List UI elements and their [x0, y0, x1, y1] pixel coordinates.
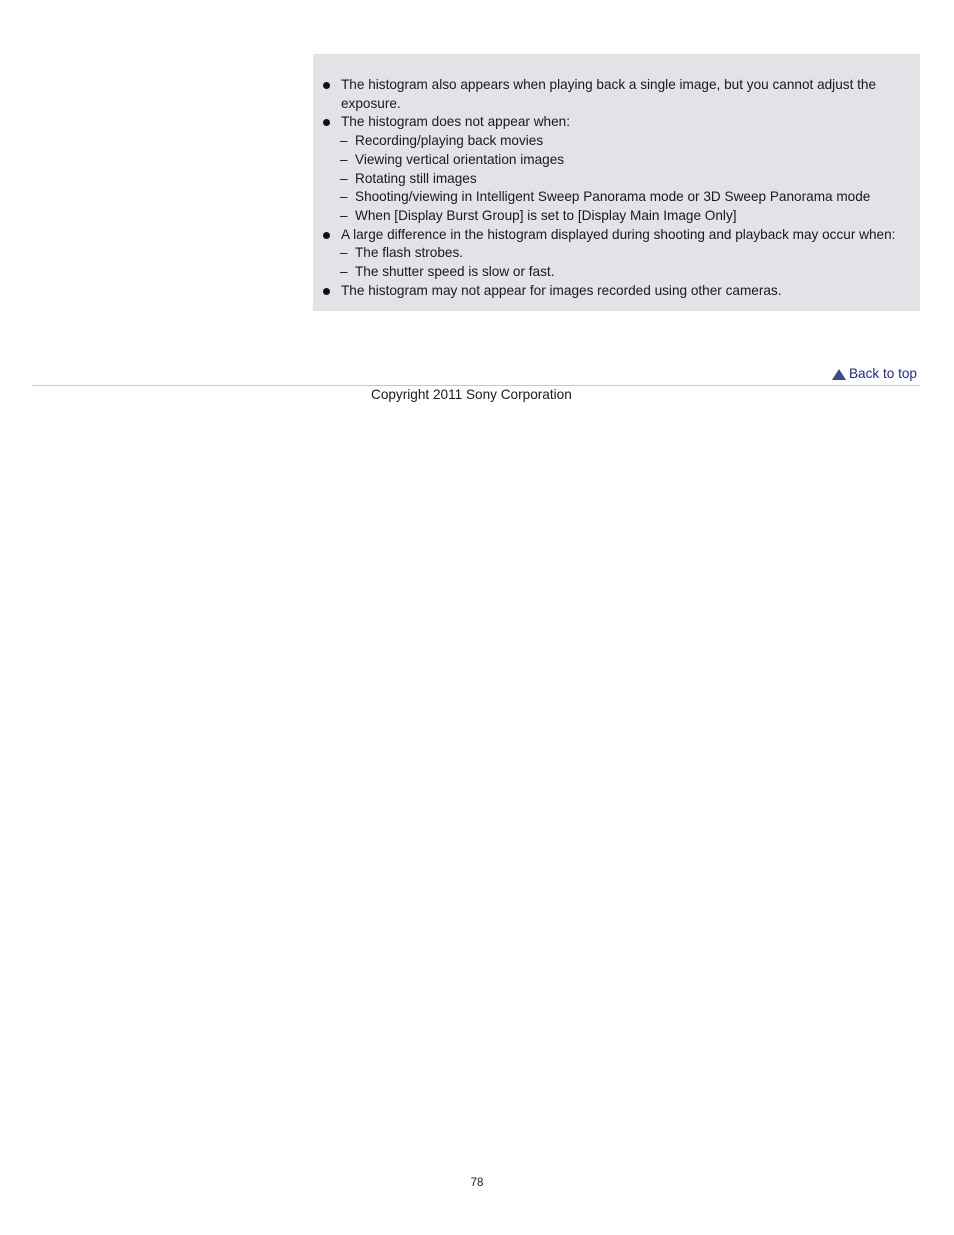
- up-arrow-icon: [832, 369, 846, 380]
- note-text: The histogram may not appear for images recorded using other cameras.: [341, 282, 782, 298]
- bullet-dot-icon: [323, 119, 330, 126]
- note-subitem: [313, 170, 920, 189]
- back-to-top-link[interactable]: [832, 366, 917, 381]
- dash-icon: –: [340, 189, 348, 205]
- note-subitem: [313, 244, 920, 263]
- subitem-text: The flash strobes.: [355, 245, 464, 261]
- note-bullet-2: [313, 113, 920, 132]
- bullet-dot-icon: [323, 288, 330, 295]
- note-subitem: [313, 132, 920, 151]
- back-to-top-label: Back to top: [848, 366, 917, 381]
- subitem-text: When [Display Burst Group] is set to [Display Main Image Only]: [355, 207, 737, 223]
- dash-icon: –: [340, 170, 348, 186]
- note-subitem: [313, 207, 920, 226]
- note-text: A large difference in the histogram displayed during shooting and playback may occur when:: [341, 226, 896, 242]
- subitem-text: Viewing vertical orientation images: [355, 151, 565, 167]
- bullet-dot-icon: [323, 232, 330, 239]
- dash-icon: –: [340, 133, 348, 149]
- subitem-text: Rotating still images: [355, 170, 477, 186]
- note-subitem: [313, 263, 920, 282]
- note-text: The histogram also appears when playing back a single image, but you cannot adjust the exposure.: [341, 77, 877, 111]
- subitem-text: Shooting/viewing in Intelligent Sweep Panorama mode or 3D Sweep Panorama mode: [355, 189, 871, 205]
- notes-box: [313, 54, 920, 311]
- bullet-dot-icon: [323, 82, 330, 89]
- note-bullet-3: [313, 226, 920, 245]
- page-number: 78: [470, 1177, 484, 1189]
- subitem-text: The shutter speed is slow or fast.: [355, 264, 555, 280]
- dash-icon: –: [340, 245, 348, 261]
- note-subitem: [313, 151, 920, 170]
- dash-icon: –: [340, 151, 348, 167]
- note-subitem: [313, 188, 920, 207]
- copyright-text: Copyright 2011 Sony Corporation: [371, 387, 572, 402]
- note-bullet-4: [313, 282, 920, 301]
- subitem-text: Recording/playing back movies: [355, 133, 544, 149]
- dash-icon: –: [340, 264, 348, 280]
- notes-list: [313, 76, 920, 300]
- dash-icon: –: [340, 207, 348, 223]
- note-bullet-1: [313, 76, 920, 113]
- note-text: The histogram does not appear when:: [341, 114, 570, 130]
